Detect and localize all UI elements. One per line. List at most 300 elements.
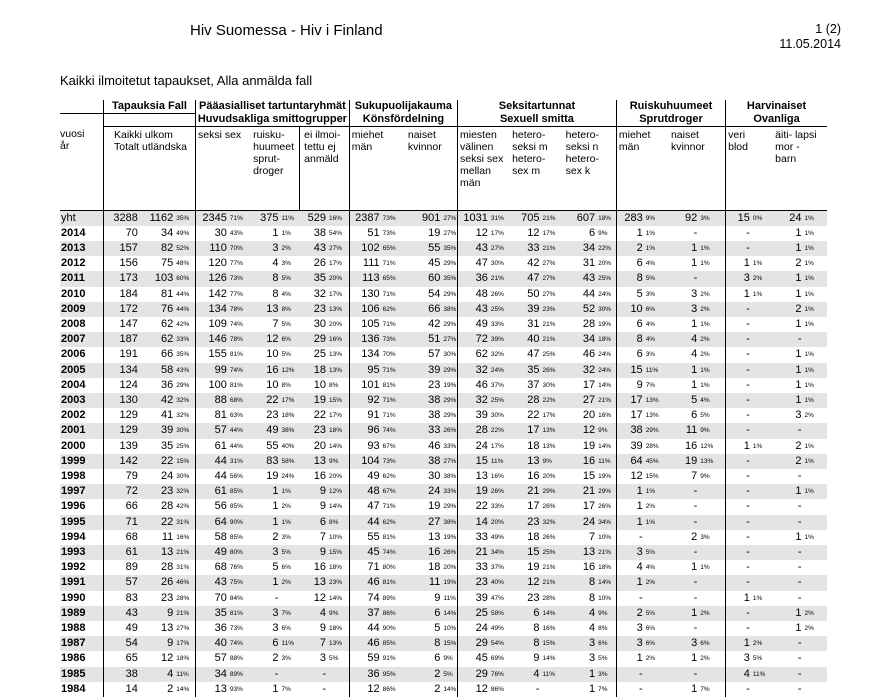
cell-percent: 58% bbox=[490, 606, 510, 621]
cell-percent: 85% bbox=[229, 533, 243, 541]
cell-percent: 11% bbox=[443, 594, 456, 602]
cell-count: 71 bbox=[103, 515, 139, 530]
cell-percent: 62% bbox=[382, 515, 402, 530]
cell-count: 184 bbox=[103, 287, 139, 302]
cell-percent: 73% bbox=[382, 332, 402, 347]
cell-count: 5 bbox=[434, 621, 441, 634]
cell-percent: 44% bbox=[229, 423, 251, 438]
page-info bbox=[779, 22, 841, 52]
cell-count: 37 bbox=[527, 378, 540, 391]
cell-count: 103 bbox=[141, 271, 175, 286]
cell-percent bbox=[699, 575, 725, 590]
group-header-cases-sv bbox=[103, 113, 195, 126]
cell-percent: 27% bbox=[442, 210, 457, 226]
group-header-gender-sv: Könsfördelning bbox=[349, 113, 457, 126]
cell-percent bbox=[645, 682, 669, 697]
cell-percent: 27% bbox=[542, 290, 556, 298]
cell-count: 1 bbox=[272, 500, 279, 513]
row-year: 2005 bbox=[60, 363, 103, 378]
cell-percent: 49% bbox=[490, 533, 504, 541]
cell-percent: 27% bbox=[541, 271, 561, 286]
cell-count: 3 bbox=[795, 409, 802, 422]
cell-count: 22 bbox=[141, 454, 175, 469]
cell-count: 22 bbox=[251, 393, 280, 408]
cell-percent bbox=[752, 575, 773, 590]
cell-count: - bbox=[669, 575, 699, 590]
cell-count: 27 bbox=[562, 393, 597, 408]
cell-count: 130 bbox=[103, 393, 139, 408]
cell-count: 6 bbox=[402, 606, 442, 621]
cell-count: 126 bbox=[196, 271, 229, 286]
cell-count: 9 bbox=[141, 606, 175, 621]
cell-percent bbox=[752, 454, 773, 469]
cell-count: - bbox=[726, 469, 752, 484]
cell-count: 136 bbox=[349, 332, 381, 347]
cell-count: 142 bbox=[196, 287, 229, 302]
cell-percent: 2% bbox=[700, 290, 710, 298]
table-row bbox=[60, 515, 827, 530]
cell-count: 12 bbox=[161, 652, 174, 665]
cell-percent bbox=[752, 347, 773, 362]
cell-percent: 17% bbox=[490, 229, 504, 237]
cell-percent: 78% bbox=[229, 302, 251, 317]
cell-percent: 6% bbox=[280, 332, 299, 347]
cell-count: 19 bbox=[266, 469, 279, 482]
cell-count: 110 bbox=[196, 241, 229, 256]
col-header-hetero-women: hetero- seksi n hetero- sex k bbox=[562, 126, 617, 210]
cell-percent: 5% bbox=[328, 655, 339, 663]
cell-count: 1 bbox=[669, 363, 699, 378]
cell-percent: 13% bbox=[645, 393, 669, 408]
cell-count: 11 bbox=[669, 423, 699, 438]
cell-count: 6 bbox=[251, 636, 280, 651]
cell-count: 1 bbox=[691, 561, 698, 574]
cell-percent bbox=[699, 484, 725, 499]
cell-count: - bbox=[726, 408, 752, 423]
cell-count: 47 bbox=[458, 256, 490, 271]
cell-count: 36 bbox=[349, 667, 381, 682]
cell-count: 60 bbox=[402, 271, 442, 286]
cell-count: 34 bbox=[161, 226, 174, 239]
cell-count: - bbox=[726, 423, 752, 438]
cell-percent: 1% bbox=[803, 241, 827, 256]
cell-percent: 27% bbox=[442, 332, 457, 347]
cell-count: 58 bbox=[141, 363, 175, 378]
cell-percent: 14% bbox=[328, 594, 342, 602]
cell-count: 43 bbox=[103, 606, 139, 621]
col-header-total: Kaikki ulkom Totalt utländska bbox=[103, 126, 195, 210]
cell-count: - bbox=[726, 393, 752, 408]
cell-percent: 11% bbox=[490, 454, 510, 469]
cell-count: 49 bbox=[251, 423, 280, 438]
cell-percent: 30% bbox=[176, 472, 190, 480]
cell-count: 43 bbox=[458, 302, 490, 317]
cell-count: 48 bbox=[458, 287, 490, 302]
col-header-year: vuosi år bbox=[60, 126, 103, 210]
cell-count: 2 bbox=[795, 257, 802, 270]
cell-count: 105 bbox=[349, 317, 381, 332]
cell-count: 17 bbox=[527, 500, 540, 513]
cell-count: 22 bbox=[527, 409, 540, 422]
cell-count: 51 bbox=[349, 226, 381, 241]
cell-percent: 10% bbox=[328, 533, 342, 541]
cell-percent: 48% bbox=[176, 260, 190, 268]
cell-count: 9 bbox=[300, 484, 328, 499]
cell-count: 4 bbox=[510, 667, 541, 682]
table-row bbox=[60, 363, 827, 378]
cell-count: 58 bbox=[196, 530, 229, 545]
cell-count: 12 bbox=[510, 575, 541, 590]
cell-percent bbox=[645, 591, 669, 606]
cell-count: 8 bbox=[588, 591, 596, 604]
cell-percent bbox=[803, 682, 827, 697]
cell-count: 27 bbox=[402, 515, 442, 530]
cell-count: 19 bbox=[527, 561, 540, 574]
cell-count: 47 bbox=[510, 271, 541, 286]
cell-count: 3 bbox=[251, 241, 280, 256]
cell-percent: 29% bbox=[443, 260, 457, 268]
cell-percent: 33% bbox=[490, 320, 504, 328]
cell-count: 44 bbox=[196, 469, 229, 484]
cell-percent bbox=[645, 530, 669, 545]
cell-count: 36 bbox=[161, 378, 174, 391]
cell-count: 65 bbox=[103, 651, 139, 666]
cell-percent: 49% bbox=[490, 624, 504, 632]
cell-percent: 9% bbox=[597, 423, 616, 438]
cell-percent: 25% bbox=[542, 351, 556, 359]
cell-count: 29 bbox=[458, 636, 490, 651]
cell-count: 16 bbox=[562, 454, 597, 469]
group-header-sexual-sv: Sexuell smitta bbox=[458, 113, 617, 126]
cell-percent: 3% bbox=[281, 533, 291, 541]
row-year: 1992 bbox=[61, 561, 86, 574]
table-row bbox=[60, 210, 827, 226]
table-row bbox=[60, 591, 827, 606]
cell-percent: 29% bbox=[176, 381, 190, 389]
cell-count: - bbox=[669, 271, 699, 286]
cell-percent: 3% bbox=[645, 351, 656, 359]
cell-percent: 1% bbox=[803, 454, 827, 469]
cell-count: 64 bbox=[196, 515, 229, 530]
cell-percent: 86% bbox=[382, 685, 396, 693]
cell-percent: 10% bbox=[598, 533, 612, 541]
cell-percent: 2% bbox=[804, 412, 814, 420]
cell-count: 1 bbox=[795, 621, 802, 634]
cell-count: 3 bbox=[588, 652, 596, 665]
cell-count: 1162 bbox=[141, 210, 175, 226]
cell-percent: 13% bbox=[328, 302, 349, 317]
cell-count: 44 bbox=[196, 454, 229, 469]
cell-count: 35 bbox=[196, 606, 229, 621]
cell-percent: 45% bbox=[645, 454, 669, 469]
cell-count: 12 bbox=[527, 226, 540, 239]
cell-count: 57 bbox=[196, 651, 229, 666]
cell-percent: 9% bbox=[598, 229, 608, 237]
cell-count: 1 bbox=[773, 241, 803, 256]
cell-percent: 38% bbox=[442, 302, 457, 317]
cell-percent: 18% bbox=[328, 624, 342, 632]
cell-count: 3 bbox=[726, 651, 752, 666]
cell-percent: 17% bbox=[542, 412, 556, 420]
cell-count: 9 bbox=[434, 591, 441, 604]
cell-count: 100 bbox=[196, 378, 229, 393]
cell-count: 46 bbox=[582, 348, 596, 361]
cell-count: 1 bbox=[795, 287, 802, 300]
cell-count: 66 bbox=[402, 302, 442, 317]
cell-count: 43 bbox=[458, 241, 490, 256]
cell-count: 142 bbox=[103, 454, 139, 469]
cell-count: 55 bbox=[266, 439, 279, 452]
cell-percent: 19% bbox=[442, 575, 457, 590]
cell-count: 36 bbox=[196, 621, 229, 636]
cell-percent: 18% bbox=[328, 423, 349, 438]
cell-percent bbox=[752, 393, 773, 408]
cell-percent: 1% bbox=[700, 381, 710, 389]
cell-percent: 40% bbox=[490, 575, 510, 590]
cell-count: 83 bbox=[103, 591, 139, 606]
cell-percent: 25% bbox=[597, 271, 616, 286]
cell-count: 22 bbox=[458, 499, 490, 514]
cell-count: 57 bbox=[103, 575, 139, 590]
cell-percent: 85% bbox=[229, 503, 243, 511]
cell-count: 120 bbox=[196, 256, 229, 271]
cell-count: 30 bbox=[196, 226, 229, 241]
cell-count: 30 bbox=[428, 469, 441, 482]
cell-count: 4 bbox=[300, 606, 328, 621]
cell-count: 3 bbox=[726, 271, 752, 286]
cell-count: 3 bbox=[251, 606, 280, 621]
cell-percent: 0% bbox=[752, 210, 773, 226]
cell-percent: 32% bbox=[175, 393, 195, 408]
col-header-sex: seksi sex bbox=[196, 126, 252, 210]
cell-count: 81 bbox=[196, 408, 229, 423]
cell-percent: 85% bbox=[229, 484, 251, 499]
table-row bbox=[60, 256, 827, 271]
cell-count: 23 bbox=[458, 575, 490, 590]
cell-percent: 30% bbox=[175, 423, 195, 438]
cell-percent: 31% bbox=[229, 454, 251, 469]
cell-percent: 6% bbox=[281, 624, 291, 632]
cell-count: 48 bbox=[349, 484, 381, 499]
cell-percent: 13% bbox=[328, 351, 342, 359]
cell-percent: 74% bbox=[229, 636, 251, 651]
cell-percent: 71% bbox=[382, 412, 396, 420]
cell-percent: 86% bbox=[382, 606, 402, 621]
cell-percent: 8% bbox=[598, 624, 608, 632]
cell-count: 7 bbox=[319, 530, 326, 543]
cell-percent: 1% bbox=[804, 442, 814, 450]
cell-count: 7 bbox=[691, 469, 698, 482]
table-row bbox=[60, 484, 827, 499]
cell-percent: 24% bbox=[281, 472, 295, 480]
cell-count: 130 bbox=[349, 287, 381, 302]
cell-count: 375 bbox=[251, 210, 280, 226]
cell-count: 23 bbox=[300, 302, 328, 317]
cell-percent: 11% bbox=[541, 667, 561, 682]
cell-count: 2 bbox=[167, 682, 174, 695]
cell-count: 34 bbox=[562, 241, 597, 256]
cell-count: 19 bbox=[428, 226, 441, 239]
cell-percent: 26% bbox=[442, 545, 457, 560]
cell-percent: 9% bbox=[328, 606, 349, 621]
cell-count: - bbox=[693, 226, 698, 239]
cell-percent: 54% bbox=[328, 229, 342, 237]
cell-percent: 62% bbox=[382, 302, 402, 317]
cell-percent bbox=[752, 423, 773, 438]
cell-percent: 84% bbox=[229, 594, 243, 602]
cell-percent: 12% bbox=[700, 442, 714, 450]
cell-count: - bbox=[726, 499, 752, 514]
cell-count: 3 bbox=[319, 652, 326, 665]
cell-percent: 21% bbox=[541, 210, 561, 226]
cell-percent: 1% bbox=[804, 229, 814, 237]
row-year: 1986 bbox=[61, 652, 86, 665]
cell-count: 10 bbox=[266, 348, 279, 361]
cell-count: 19 bbox=[582, 439, 596, 452]
cell-count: 96 bbox=[349, 423, 381, 438]
cell-percent bbox=[803, 545, 827, 560]
cell-count: 43 bbox=[300, 241, 328, 256]
cell-count: 4 bbox=[141, 667, 175, 682]
cell-percent: 49% bbox=[176, 229, 190, 237]
cell-percent: 8% bbox=[281, 381, 291, 389]
cell-percent: 1% bbox=[752, 594, 763, 602]
cell-count: 6 bbox=[616, 256, 644, 271]
cell-count: 29 bbox=[300, 332, 328, 347]
report-date: 11.05.2014 bbox=[779, 37, 841, 51]
cell-percent: 1% bbox=[752, 442, 763, 450]
table-row bbox=[60, 636, 827, 651]
cell-percent: 12% bbox=[280, 363, 299, 378]
cell-percent: 1% bbox=[803, 393, 827, 408]
cell-percent: 29% bbox=[645, 423, 669, 438]
cell-percent: 2% bbox=[645, 503, 656, 511]
cell-count: 46 bbox=[428, 439, 441, 452]
cell-percent: 23% bbox=[328, 575, 349, 590]
cell-count: 24 bbox=[402, 484, 442, 499]
cell-count: 56 bbox=[196, 499, 229, 514]
cell-count: 12 bbox=[616, 469, 644, 484]
cell-percent: 21% bbox=[175, 545, 195, 560]
cell-count: 3 bbox=[691, 287, 698, 300]
cell-count: - bbox=[693, 621, 698, 634]
cell-count: 1 bbox=[588, 682, 596, 695]
cell-percent: 34% bbox=[490, 545, 510, 560]
cell-count: 17 bbox=[616, 408, 644, 423]
cell-count: 35 bbox=[161, 439, 174, 452]
cell-count: 54 bbox=[103, 636, 139, 651]
cell-percent: 14% bbox=[328, 442, 342, 450]
cell-count: 68 bbox=[196, 560, 229, 575]
cell-percent: 21% bbox=[542, 320, 556, 328]
cell-count: 9 bbox=[141, 636, 175, 651]
cell-count: - bbox=[797, 682, 802, 695]
cell-percent bbox=[752, 363, 773, 378]
cell-percent: 15% bbox=[541, 636, 561, 651]
cell-count: 2345 bbox=[196, 210, 229, 226]
cell-count: 22 bbox=[313, 409, 326, 422]
cell-count: 74 bbox=[349, 591, 381, 606]
cell-count: 57 bbox=[428, 348, 441, 361]
cell-count: 1 bbox=[616, 575, 644, 590]
cell-percent: 80% bbox=[382, 564, 396, 572]
row-year: 2006 bbox=[61, 348, 86, 361]
cell-count: 71 bbox=[349, 560, 381, 575]
cell-percent: 76% bbox=[229, 564, 243, 572]
cell-count: 19 bbox=[669, 454, 699, 469]
cell-percent: 71% bbox=[229, 210, 251, 226]
cell-percent bbox=[752, 682, 773, 697]
cell-count: 7 bbox=[300, 636, 328, 651]
cell-count: 1 bbox=[616, 484, 644, 499]
cell-percent: 15% bbox=[175, 454, 195, 469]
cell-percent: 5% bbox=[281, 320, 291, 328]
cell-count: 59 bbox=[349, 651, 381, 666]
cell-count: 139 bbox=[103, 439, 139, 454]
cell-count: 1 bbox=[691, 257, 698, 270]
cell-percent: 2% bbox=[645, 655, 656, 663]
col-header-msm: miesten välinen seksi sex mellan män bbox=[458, 126, 511, 210]
row-year: 2009 bbox=[60, 302, 103, 317]
cell-percent: 6% bbox=[645, 302, 669, 317]
cell-count: 38 bbox=[313, 226, 326, 239]
cell-percent: 6% bbox=[645, 624, 656, 632]
table-body bbox=[60, 210, 827, 697]
cell-percent: 19% bbox=[598, 320, 612, 328]
cell-count: 41 bbox=[161, 409, 174, 422]
cell-percent: 1% bbox=[804, 533, 814, 541]
cell-percent: 5% bbox=[280, 271, 299, 286]
cell-percent: 2% bbox=[280, 575, 299, 590]
row-year: 2010 bbox=[61, 287, 86, 300]
cell-count: 8 bbox=[272, 287, 279, 300]
table-row bbox=[60, 271, 827, 286]
cell-percent: 26% bbox=[598, 503, 612, 511]
cell-count: 64 bbox=[616, 454, 644, 469]
cell-percent: 74% bbox=[229, 363, 251, 378]
group-header-rare-sv: Ovanliga bbox=[726, 113, 827, 126]
hiv-cases-table bbox=[60, 100, 827, 697]
cell-count: 38 bbox=[103, 667, 139, 682]
cell-count: 36 bbox=[458, 271, 490, 286]
cell-count: 70 bbox=[103, 226, 139, 241]
cell-count: 3 bbox=[272, 621, 279, 634]
cell-count: 23 bbox=[527, 591, 540, 604]
cell-percent: 11% bbox=[752, 667, 773, 682]
col-header-men: miehet män bbox=[349, 126, 402, 210]
table-row bbox=[60, 423, 827, 438]
cell-count: 46 bbox=[349, 575, 381, 590]
cell-count: 106 bbox=[349, 302, 381, 317]
cell-percent: 24% bbox=[598, 351, 612, 359]
cell-percent: 7% bbox=[645, 381, 656, 389]
cell-percent bbox=[752, 515, 773, 530]
table-row bbox=[60, 439, 827, 454]
cell-count: 32 bbox=[458, 393, 490, 408]
cell-count: 75 bbox=[161, 257, 174, 270]
cell-count: 113 bbox=[349, 271, 381, 286]
cell-count: 92 bbox=[349, 393, 381, 408]
cell-count: 61 bbox=[196, 439, 229, 454]
cell-count: 51 bbox=[402, 332, 442, 347]
cell-count: 3 bbox=[251, 545, 280, 560]
cell-percent: 2% bbox=[699, 606, 725, 621]
cell-percent bbox=[803, 636, 827, 651]
cell-percent: 88% bbox=[229, 655, 243, 663]
cell-count: - bbox=[797, 561, 802, 574]
cell-count: 5 bbox=[272, 561, 279, 574]
cell-percent: 71% bbox=[382, 260, 396, 268]
